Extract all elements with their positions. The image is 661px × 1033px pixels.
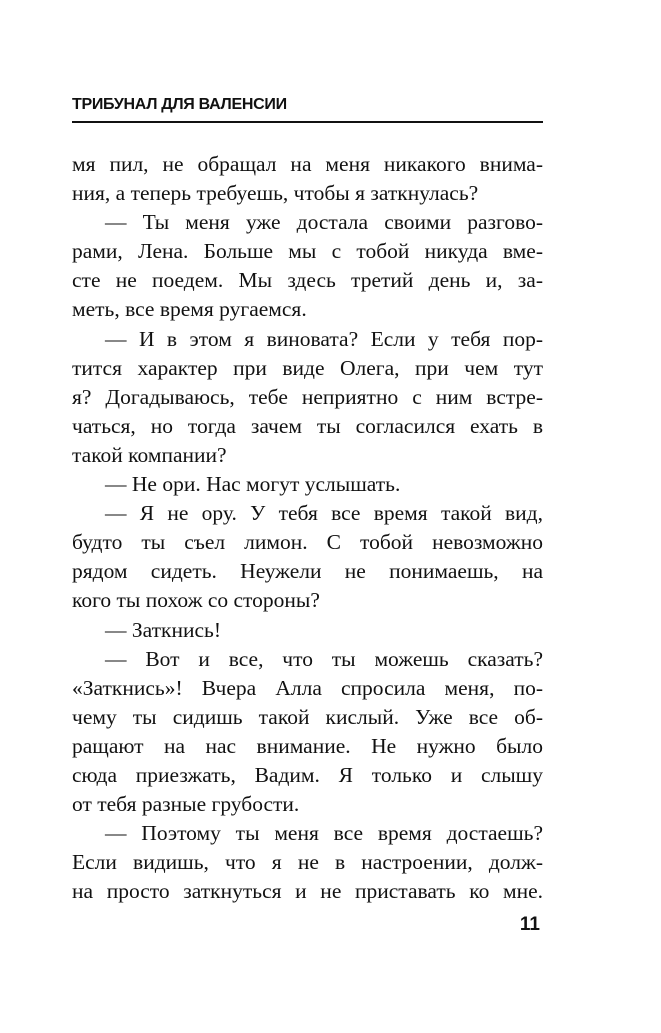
text-line: — Заткнись! <box>105 617 221 642</box>
text-line: будто ты съел лимон. С тобой невозможно <box>72 530 543 555</box>
text-line: — Поэтому ты меня все время достаешь? <box>105 821 543 846</box>
text-line: рядом сидеть. Неужели не понимаешь, на <box>72 559 543 584</box>
text-line: — Я не ору. У тебя все время такой вид, <box>105 501 543 526</box>
text-line: от тебя разные грубости. <box>72 792 300 817</box>
header-rule <box>72 121 543 123</box>
text-line: кого ты похож со стороны? <box>72 588 320 613</box>
page-number: 11 <box>519 914 540 935</box>
text-line: рами, Лена. Больше мы с тобой никуда вме- <box>72 239 543 264</box>
text-line: сюда приезжать, Вадим. Я только и слышу <box>72 762 543 787</box>
text-line: мя пил, не обращал на меня никакого внима- <box>72 152 543 176</box>
text-line: я? Догадываюсь, тебе неприятно с ним встре- <box>72 384 543 409</box>
text-line: Если видишь, что я не в настроении, долж- <box>72 850 543 875</box>
text-line: тится характер при виде Олега, при чем тут <box>72 355 543 380</box>
text-line: ния, а теперь требуешь, чтобы я заткнулась? <box>72 181 479 206</box>
body-text <box>72 150 543 906</box>
text-line: на просто заткнуться и не приставать ко мне. <box>72 879 543 904</box>
running-head: ТРИБУНАЛ ДЛЯ ВАЛЕНСИИ <box>72 96 287 113</box>
text-line: «Заткнись»! Вчера Алла спросила меня, по- <box>72 675 543 700</box>
text-line: — Вот и все, что ты можешь сказать? <box>105 646 543 671</box>
text-line: чаться, но тогда зачем ты согласился ехать в <box>72 413 543 438</box>
text-line: сте не поедем. Мы здесь третий день и, за- <box>72 268 543 293</box>
text-line: — Ты меня уже достала своими разгово- <box>105 210 543 235</box>
text-line: — И в этом я виновата? Если у тебя пор- <box>105 326 543 351</box>
text-line: — Не ори. Нас могут услышать. <box>105 472 401 497</box>
text-line: ращают на нас внимание. Не нужно было <box>72 733 543 758</box>
text-line: меть, все время ругаемся. <box>72 297 307 322</box>
text-line: такой компании? <box>72 442 227 467</box>
text-line: чему ты сидишь такой кислый. Уже все об- <box>72 704 543 729</box>
